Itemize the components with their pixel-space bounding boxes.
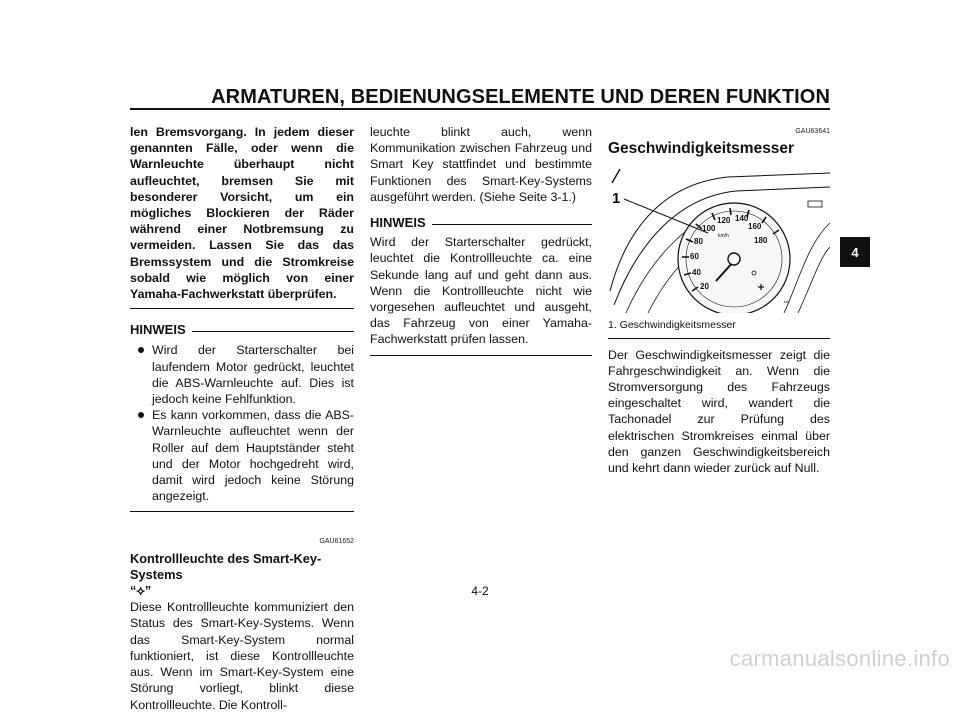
hinweis-text: Wird der Starterschalter gedrückt, leuchtet die Kontrollleuchte ca. eine Sekunde lang auf und geht dann aus. Wenn die Kontrollleuchte nicht wie vorgesehen aufleuchtet und ausgeht, das Fahrzeug von einer Yamaha-Fachwerkstatt prüfen lassen.: [370, 235, 592, 347]
speed-tick-label: 180: [754, 236, 768, 246]
page-number: 4-2: [471, 584, 489, 598]
speed-tick-label: 120: [717, 216, 731, 226]
header-rule: [130, 108, 830, 110]
odometer-label: km: [784, 299, 790, 305]
bullet-dot-icon: [138, 412, 144, 418]
speedometer-figure: [608, 163, 830, 313]
figure-caption: 1. Geschwindigkeitsmesser: [608, 319, 736, 332]
smart-key-symbol-icon: “⟡”: [130, 583, 152, 599]
section-title: Geschwindigkeitsmesser: [608, 140, 795, 158]
speed-unit-label: km/h: [718, 233, 729, 240]
column-2: [370, 124, 592, 356]
column-1: [130, 124, 354, 713]
speed-tick-label: 80: [694, 237, 703, 247]
warning-end-rule: [130, 308, 354, 309]
bullet-dot-icon: [138, 347, 144, 353]
bullet-item: [130, 342, 354, 407]
bullet-text: Es kann vorkommen, dass die ABS-Warnleuchte aufleuchtet wenn der Roller auf dem Hauptständer steht und der Motor hochgedreht wird, damit wird jedoch keine Störung angezeigt.: [152, 408, 354, 504]
hinweis-end-rule: [130, 511, 354, 512]
speed-tick-label: 160: [748, 222, 762, 232]
speedometer-illustration: [608, 163, 830, 313]
watermark: carmanualsonline.info: [729, 646, 950, 671]
section-body: Diese Kontrollleuchte kommuniziert den Status des Smart-Key-Systems. Wenn das Smart-Key-System normal funktioniert, ist diese Kontrollleuchte aus. Wenn im Smart-Key-System eine Störung vorliegt, blinkt diese Kontrollleuchte. Die Kontroll-: [130, 600, 354, 712]
bullet-text: Wird der Starterschalter bei laufendem Motor gedrückt, leuchtet die ABS-Warnleuchte auf. Dies ist jedoch keine Fehlfunktion.: [152, 343, 354, 407]
hinweis-rule: [192, 331, 354, 332]
warning-text: len Bremsvorgang. In jedem dieser genannten Fälle, oder wenn die Warnleuchte überhaupt nicht aufleuchtet, bremsen Sie mit besonderer Vorsicht, um ein mögliches Blockieren der Räder während einer Notbremsung zu vermeiden. Lassen Sie das das Bremssystem und die Stromkreise sobald wie möglich von einer Yamaha-Fachwerkstatt überprüfen.: [130, 125, 354, 302]
hinweis-label: HINWEIS: [130, 322, 186, 338]
continued-body: leuchte blinkt auch, wenn Kommunikation zwischen Fahrzeug und Smart Key stattfindet und bestimmte Funktionen des Smart-Key-Systems ausgeführt werden. (Siehe Seite 3-1.): [370, 125, 592, 204]
page-header-title: ARMATUREN, BEDIENUNGSELEMENTE UND DEREN FUNKTION: [211, 86, 830, 108]
section-title: Kontrollleuchte des Smart-Key-Systems: [130, 550, 322, 582]
hinweis-label: HINWEIS: [370, 215, 426, 231]
callout-number: 1: [612, 190, 621, 208]
hinweis-end-rule: [370, 355, 592, 356]
speed-tick-label: 100: [702, 224, 716, 234]
section-code: GAU61652: [319, 538, 354, 546]
speed-tick-label: 60: [690, 252, 699, 262]
section-body: Der Geschwindigkeitsmesser zeigt die Fahrgeschwindigkeit an. Wenn die Stromversorgung des Fahrzeugs eingeschaltet wird, wandert die Tachonadel zur Prüfung des elektrischen Stromkreises einmal über den ganzen Geschwindigkeitsbereich und kehrt dann wieder zurück auf Null.: [608, 347, 830, 476]
caption-rule: [608, 338, 830, 339]
speed-tick-label: 40: [692, 268, 701, 278]
chapter-tab: 4: [840, 237, 870, 267]
column-3: [608, 124, 830, 476]
section-code: GAU63641: [795, 128, 830, 135]
speed-tick-label: 140: [735, 214, 749, 224]
hinweis-bullet-list: [130, 342, 354, 504]
hinweis-rule: [432, 224, 592, 225]
hinweis-heading: [130, 322, 354, 338]
hinweis-heading: [370, 215, 592, 231]
speed-tick-label: 20: [700, 282, 709, 292]
bullet-item: [130, 407, 354, 504]
